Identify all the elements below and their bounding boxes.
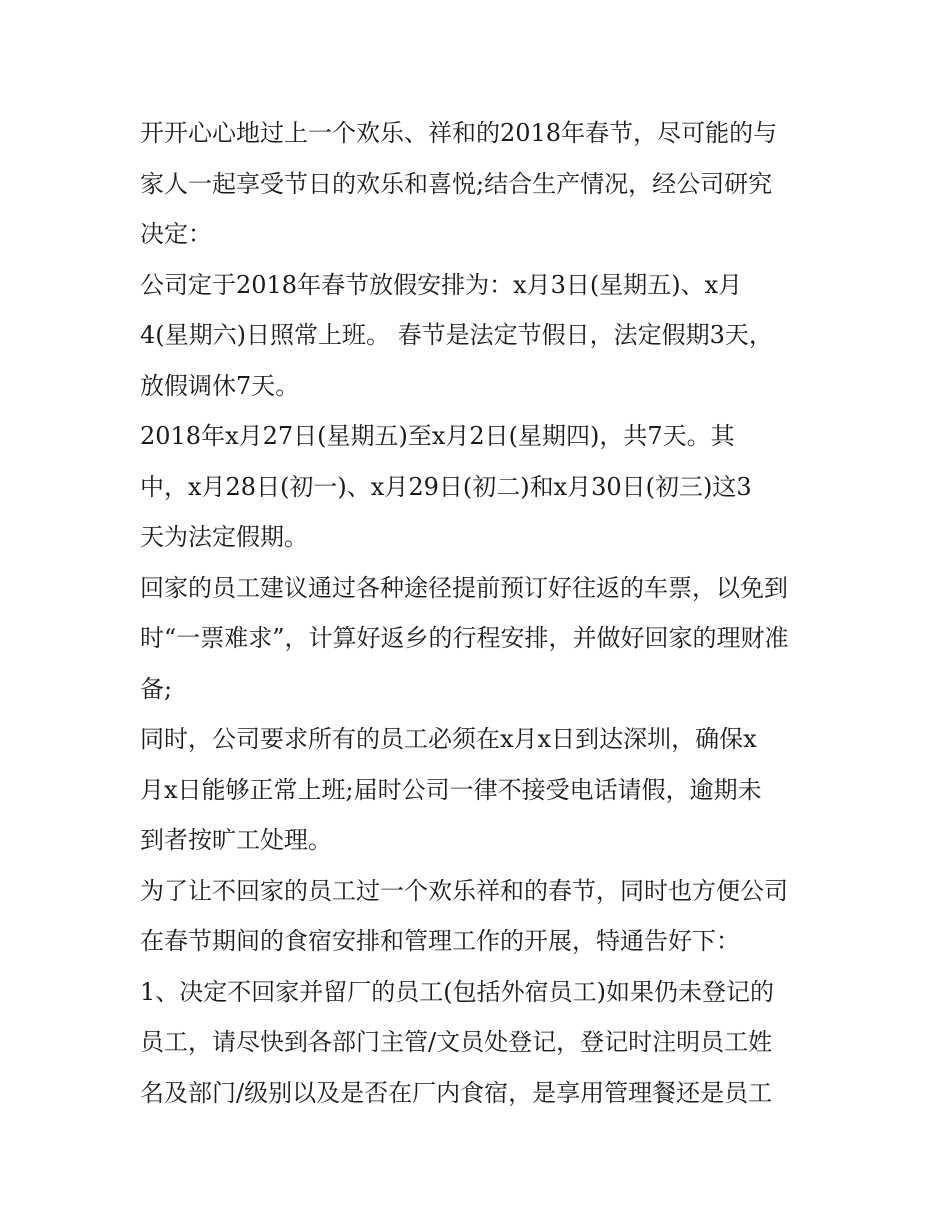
text-line: 公司定于2018年春节放假安排为：x月3日(星期五)、x月 [140, 270, 743, 299]
text-line: 备; [140, 674, 173, 703]
text-line: 2018年x月27日(星期五)至x月2日(星期四)，共7天。其 [140, 422, 735, 450]
text-line: 到者按旷工处理。 [140, 826, 332, 854]
text-line: 天为法定假期。 [140, 523, 308, 551]
text-line: 时“一票难求”，计算好返乡的行程安排，并做好回家的理财准 [140, 624, 789, 652]
text-line: 4(星期六)日照常上班。 春节是法定节假日，法定假期3天， [140, 321, 773, 349]
document-body [140, 108, 820, 1118]
text-line: 在春节期间的食宿安排和管理工作的开展，特通告好下： [140, 927, 740, 955]
text-line: 放假调休7天。 [140, 371, 300, 400]
text-line: 为了让不回家的员工过一个欢乐祥和的春节，同时也方便公司 [140, 876, 788, 905]
text-line: 中，x月28日(初一)、x月29日(初二)和x月30日(初三)这3 [140, 472, 752, 501]
text-line: 开开心心地过上一个欢乐、祥和的2018年春节，尽可能的与 [140, 119, 778, 147]
text-line: 回家的员工建议通过各种途径提前预订好往返的车票，以免到 [140, 573, 788, 602]
text-line: 1、决定不回家并留厂的员工(包括外宿员工)如果仍未登记的 [140, 977, 774, 1006]
text-line: 月x日能够正常上班;届时公司一律不接受电话请假，逾期未 [140, 775, 762, 804]
text-line: 家人一起享受节日的欢乐和喜悦;结合生产情况，经公司研究 [140, 169, 773, 198]
text-line: 决定： [140, 220, 212, 248]
text-line: 名及部门/级别以及是否在厂内食宿，是享用管理餐还是员工 [140, 1078, 773, 1107]
text-line: 员工，请尽快到各部门主管/文员处登记，登记时注明员工姓 [140, 1028, 773, 1056]
text-line: 同时，公司要求所有的员工必须在x月x日到达深圳，确保x [140, 725, 757, 753]
